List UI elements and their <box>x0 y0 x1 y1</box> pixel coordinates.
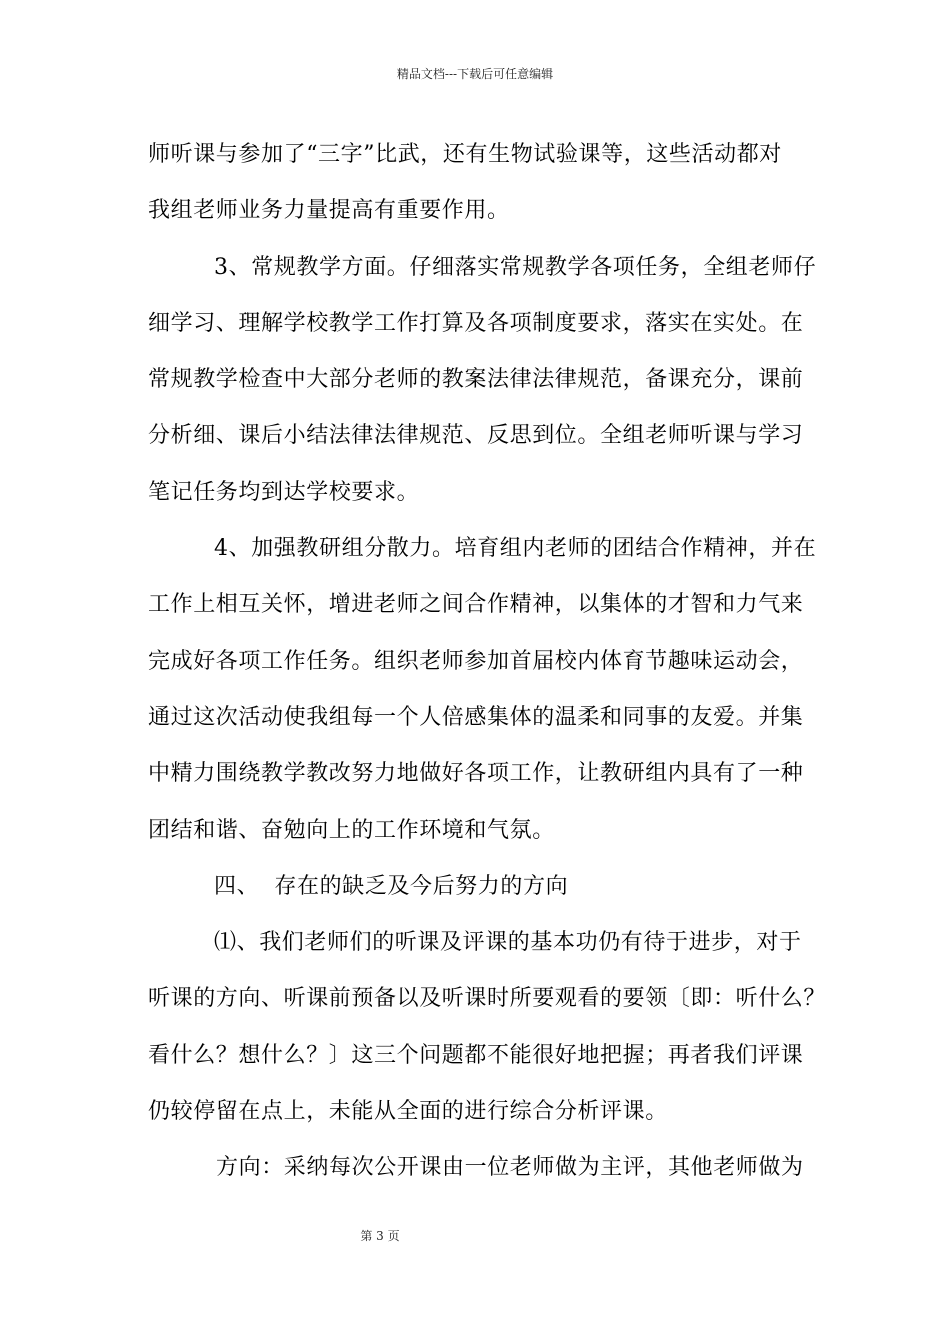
paragraph-start-line: 3、常规教学方面。仔细落实常规教学各项任务，全组老师仔 <box>214 254 817 280</box>
page-header: 精品文档---下载后可任意编辑 <box>396 67 554 81</box>
text-line: 分析细、课后小结法律法律规范、反思到位。全组老师听课与学习 <box>148 423 804 449</box>
text-line: 完成好各项工作任务。组织老师参加首届校内体育节趣味运动会， <box>148 648 804 674</box>
text-line: 仍较停留在点上，未能从全面的进行综合分析评课。 <box>148 1099 668 1125</box>
document-body <box>148 127 828 1197</box>
text-line: 看什么？想什么？〕这三个问题都不能很好地把握；再者我们评课 <box>148 1042 804 1068</box>
page-number: 第 3 页 <box>360 1229 400 1243</box>
text-line: 笔记任务均到达学校要求。 <box>148 479 420 505</box>
text-line: 团结和谐、奋勉向上的工作环境和气氛。 <box>148 817 555 843</box>
text-line: 师听课与参加了“三字”比武，还有生物试验课等，这些活动都对 <box>148 142 782 167</box>
text-line: 通过这次活动使我组每一个人倍感集体的温柔和同事的友爱。并集 <box>148 704 804 730</box>
paragraph-start-line: 方向：采纳每次公开课由一位老师做为主评，其他老师做为 <box>216 1155 804 1181</box>
text-line: 我组老师业务力量提高有重要作用。 <box>148 198 510 224</box>
section-heading: 四、 存在的缺乏及今后努力的方向 <box>214 873 569 899</box>
text-line: 常规教学检查中大部分老师的教案法律法律规范，备课充分，课前 <box>148 367 804 393</box>
text-line: 中精力围绕教学教改努力地做好各项工作，让教研组内具有了一种 <box>148 761 804 787</box>
paragraph-start-line: ⑴、我们老师们的听课及评课的基本功仍有待于进步，对于 <box>214 930 802 956</box>
paragraph-start-line: 4、加强教研组分散力。培育组内老师的团结合作精神，并在 <box>214 536 817 562</box>
text-line: 工作上相互关怀，增进老师之间合作精神，以集体的才智和力气来 <box>148 592 804 618</box>
text-line: 听课的方向、听课前预备以及听课时所要观看的要领〔即：听什么？ <box>148 986 827 1012</box>
text-line: 细学习、理解学校教学工作打算及各项制度要求，落实在实处。在 <box>148 310 804 336</box>
